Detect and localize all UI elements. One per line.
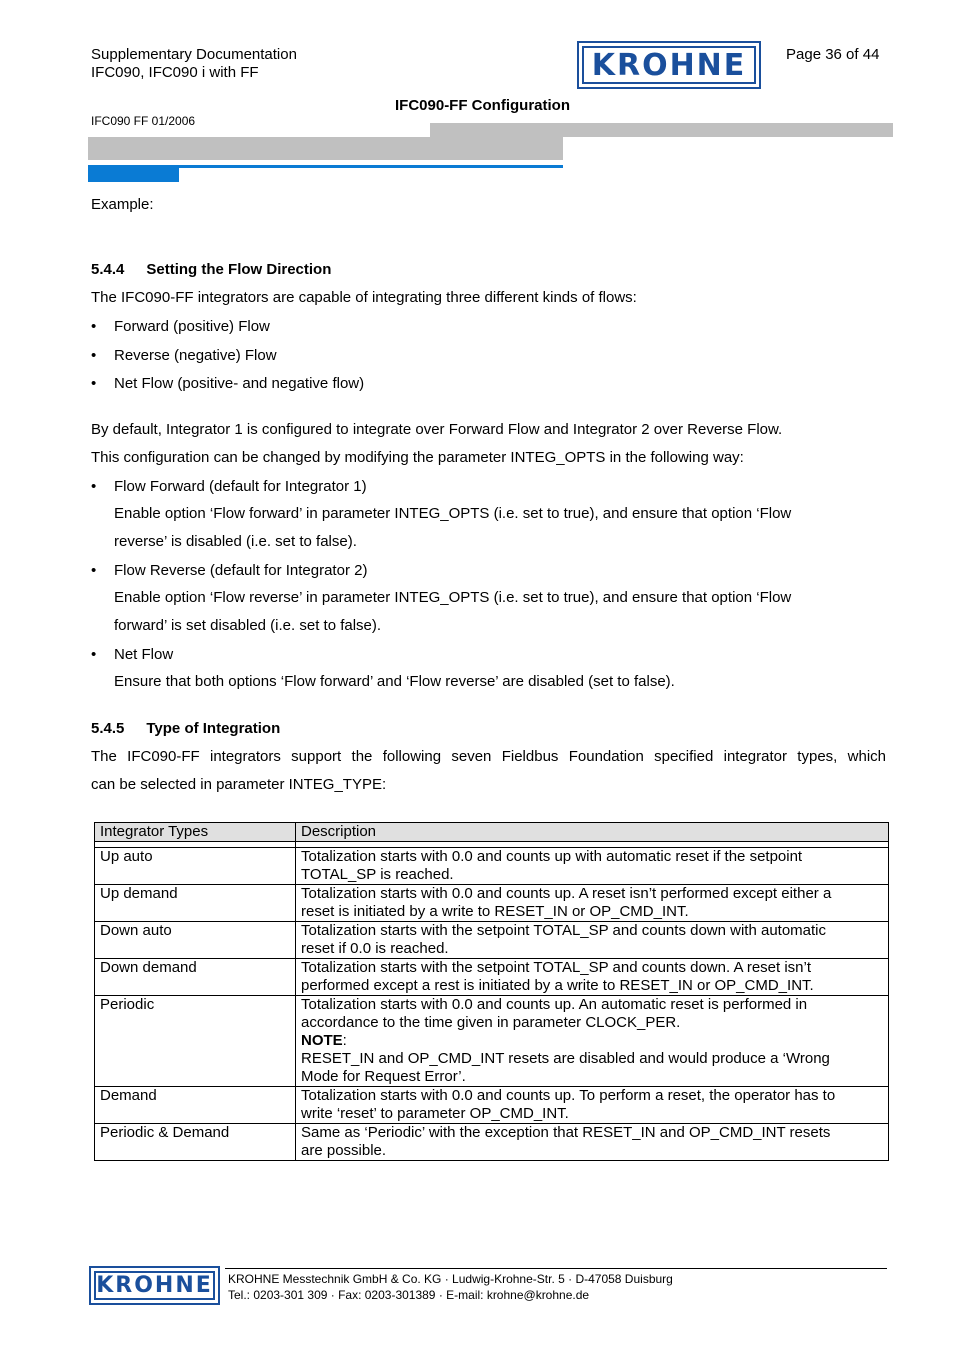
option-desc-line: Enable option ‘Flow forward’ in parameter INTEG_OPTS (i.e. set to true), and ensure that option ‘Flow — [114, 505, 792, 522]
flow-item: Forward (positive) Flow — [114, 318, 270, 335]
description-cell — [296, 1087, 889, 1124]
doc-title-line1: Supplementary Documentation — [91, 46, 297, 63]
flow-item: Reverse (negative) Flow — [114, 347, 277, 364]
heading-number: 5.4.4 — [91, 261, 125, 278]
desc-line: Totalization starts with 0.0 and counts up. A reset isn’t performed except either a — [301, 885, 832, 902]
table-row — [95, 996, 889, 1087]
change-config-text: This configuration can be changed by modifying the parameter INTEG_OPTS in the following way: — [91, 449, 744, 466]
description-cell — [296, 848, 889, 885]
header-band-right — [430, 123, 893, 137]
bullet-dot: • — [91, 375, 97, 392]
type-cell: Down demand — [95, 959, 296, 996]
page-number: Page 36 of 44 — [786, 46, 880, 63]
table-row — [95, 885, 889, 922]
type-cell: Periodic & Demand — [95, 1124, 296, 1161]
option-desc-line: reverse’ is disabled (i.e. set to false). — [114, 533, 357, 550]
bullet-dot: • — [91, 347, 97, 364]
heading-number: 5.4.5 — [91, 720, 125, 737]
heading-5-4-4 — [91, 261, 886, 279]
option-desc-line: forward’ is set disabled (i.e. set to false). — [114, 617, 382, 634]
logo-text: KROHNE — [591, 47, 747, 83]
table-header-row — [95, 823, 889, 842]
desc-line: Totalization starts with the setpoint TOTAL_SP and counts down. A reset isn’t — [301, 959, 812, 976]
integrator-types-table — [94, 822, 889, 1161]
doc-code: IFC090 FF 01/2006 — [91, 114, 196, 128]
default-config-text: By default, Integrator 1 is configured to integrate over Forward Flow and Integrator 2 over Reverse Flow. — [91, 421, 783, 438]
footer-contact: Tel.: 0203-301 309 · Fax: 0203-301389 · E-mail: krohne@krohne.de — [228, 1288, 590, 1302]
krohne-logo — [577, 41, 761, 89]
desc-line: TOTAL_SP is reached. — [301, 866, 454, 883]
type-cell: Demand — [95, 1087, 296, 1124]
table-row — [95, 848, 889, 885]
desc-line: accordance to the time given in parameter CLOCK_PER. — [301, 1014, 681, 1031]
table-row — [95, 1124, 889, 1161]
bullet-dot: • — [91, 478, 97, 495]
example-label: Example: — [91, 196, 154, 213]
option-title: Flow Reverse (default for Integrator 2) — [114, 562, 368, 579]
section-title: IFC090-FF Configuration — [395, 97, 570, 114]
description-cell — [296, 885, 889, 922]
desc-line: write ‘reset’ to parameter OP_CMD_INT. — [301, 1105, 569, 1122]
desc-line: are possible. — [301, 1142, 387, 1159]
bullet-dot: • — [91, 646, 97, 663]
desc-line: Totalization starts with the setpoint TOTAL_SP and counts down with automatic — [301, 922, 827, 939]
option-desc-line: Ensure that both options ‘Flow forward’ and ‘Flow reverse’ are disabled (set to false). — [114, 673, 675, 690]
type-cell: Periodic — [95, 996, 296, 1087]
heading-text: Setting the Flow Direction — [146, 261, 332, 278]
footer-logo-text: KROHNE — [96, 1273, 213, 1298]
desc-line: Totalization starts with 0.0 and counts up. An automatic reset is performed in — [301, 996, 808, 1013]
header-blue-block — [88, 165, 179, 182]
flow-item: Net Flow (positive- and negative flow) — [114, 375, 365, 392]
option-desc-line: Enable option ‘Flow reverse’ in parameter INTEG_OPTS (i.e. set to true), and ensure that option ‘Flow — [114, 589, 792, 606]
note-heading — [301, 1032, 883, 1050]
table-row — [95, 922, 889, 959]
column-header: Description — [296, 823, 889, 842]
note-colon: : — [342, 1032, 347, 1049]
footer-address: KROHNE Messtechnik GmbH & Co. KG · Ludwig-Krohne-Str. 5 · D-47058 Duisburg — [228, 1272, 673, 1286]
note-label: NOTE — [301, 1032, 343, 1049]
flow-intro: The IFC090-FF integrators are capable of integrating three different kinds of flows: — [91, 289, 637, 306]
description-cell — [296, 1124, 889, 1161]
integration-intro-line2: can be selected in parameter INTEG_TYPE: — [91, 776, 387, 793]
footer-rule — [225, 1268, 887, 1269]
table-row — [95, 1087, 889, 1124]
bullet-dot: • — [91, 562, 97, 579]
type-cell: Down auto — [95, 922, 296, 959]
description-cell — [296, 996, 889, 1087]
column-header: Integrator Types — [95, 823, 296, 842]
bullet-dot: • — [91, 318, 97, 335]
description-cell — [296, 959, 889, 996]
desc-line: Totalization starts with 0.0 and counts up with automatic reset if the setpoint — [301, 848, 803, 865]
desc-line: performed except a rest is initiated by a write to RESET_IN or OP_CMD_INT. — [301, 977, 814, 994]
header-band-left — [88, 137, 563, 160]
desc-line: reset is initiated by a write to RESET_IN or OP_CMD_INT. — [301, 903, 689, 920]
desc-line: Totalization starts with 0.0 and counts up. To perform a reset, the operator has to — [301, 1087, 836, 1104]
note-line: RESET_IN and OP_CMD_INT resets are disabled and would produce a ‘Wrong — [301, 1050, 830, 1067]
option-title: Net Flow — [114, 646, 174, 663]
footer-krohne-logo — [89, 1266, 220, 1305]
table-row — [95, 959, 889, 996]
doc-title-line2: IFC090, IFC090 i with FF — [91, 64, 259, 81]
integration-intro-line1: The IFC090-FF integrators support the following seven Fieldbus Foundation specified integrator types, which — [91, 748, 886, 765]
desc-line: reset if 0.0 is reached. — [301, 940, 449, 957]
heading-5-4-5 — [91, 720, 886, 738]
description-cell — [296, 922, 889, 959]
option-title: Flow Forward (default for Integrator 1) — [114, 478, 367, 495]
type-cell: Up demand — [95, 885, 296, 922]
heading-text: Type of Integration — [146, 720, 281, 737]
type-cell: Up auto — [95, 848, 296, 885]
desc-line: Same as ‘Periodic’ with the exception that RESET_IN and OP_CMD_INT resets — [301, 1124, 831, 1141]
note-line: Mode for Request Error’. — [301, 1068, 466, 1085]
